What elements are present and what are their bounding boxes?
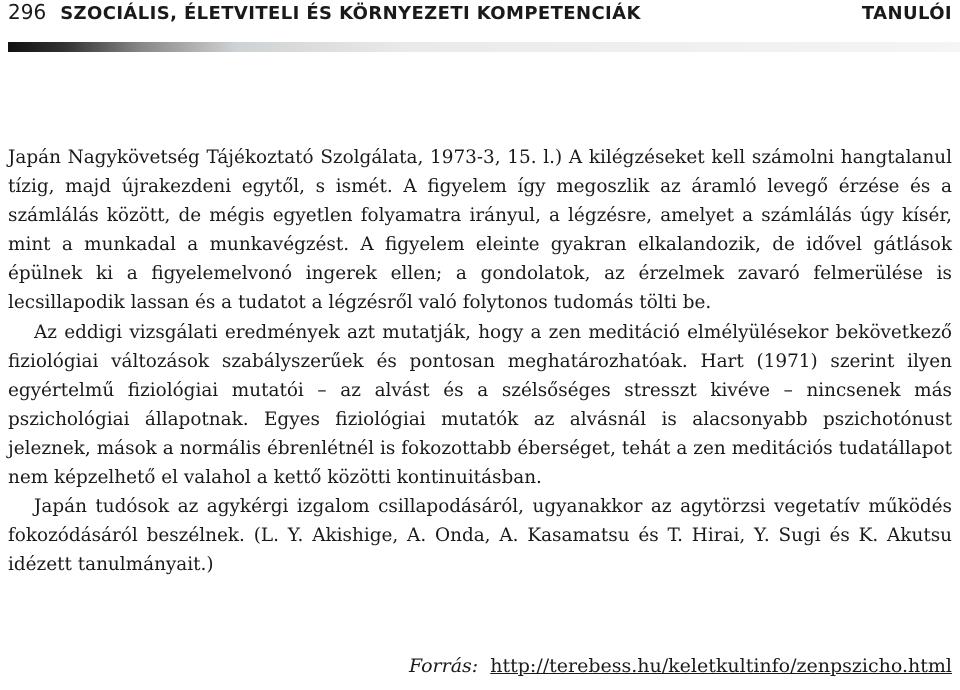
section-title: SZOCIÁLIS, ÉLETVITELI ÉS KÖRNYEZETI KOMPETENCIÁK: [60, 3, 641, 24]
paragraph-3: Japán tudósok az agykérgi izgalom csillapodásáról, ugyanakkor az agytörzsi vegetatív működés fokozódásáról beszélnek. (L. Y. Akishige, A. Onda, A. Kasamatsu és T. Hirai, Y. Sugi és K. Akutsu idézett tanulmányait.): [8, 496, 952, 576]
header-left: [8, 0, 641, 24]
source-label: Forrás:: [408, 655, 479, 677]
source-line: [409, 655, 952, 677]
paragraph-2: Az eddigi vizsgálati eredmények azt mutatják, hogy a zen meditáció elmélyülésekor bekövetkező fiziológiai változások szabályszerűek és pontosan meghatározhatóak. Hart (1971) szerint ilyen egyértelmű fiziológiai mutatói – az alvást és a szélsőséges stresszt kivéve – nincsenek más pszichológiai állapotnak. Egyes fiziológiai mutatók az alvásnál is alacsonyabb pszichotónust jeleznek, mások a normális ébrenlétnél is fokozottabb éberséget, tehát a zen meditációs tudatállapot nem képzelhető el valahol a kettő közötti kontinuitásban.: [8, 321, 952, 489]
body-text: [8, 143, 952, 579]
source-link[interactable]: http://terebess.hu/keletkultinfo/zenpszicho.html: [490, 655, 952, 677]
audience-label: TANULÓI: [861, 3, 952, 24]
header-rule: [8, 42, 960, 52]
paragraph-1: Japán Nagykövetség Tájékoztató Szolgálata, 1973-3, 15. l.) A kilégzéseket kell számolni hangtalanul tízig, majd újrakezdeni egytől, s ismét. A figyelem így megoszlik az áramló levegő érzése és a számlálás között, de mégis egyetlen folyamatra irányul, a légzésre, amelyet a számlálás úgy kísér, mint a munkadal a munkavégzést. A figyelem eleinte gyakran elkalandozik, de idővel gátlások épülnek ki a figyelemelvonó ingerek ellen; a gondolatok, az érzelmek zavaró felmerülése is lecsillapodik lassan és a tudatot a légzésről való folytonos tudomás tölti be.: [8, 147, 952, 314]
page-number: 296: [8, 0, 47, 24]
page-header: [8, 0, 952, 30]
